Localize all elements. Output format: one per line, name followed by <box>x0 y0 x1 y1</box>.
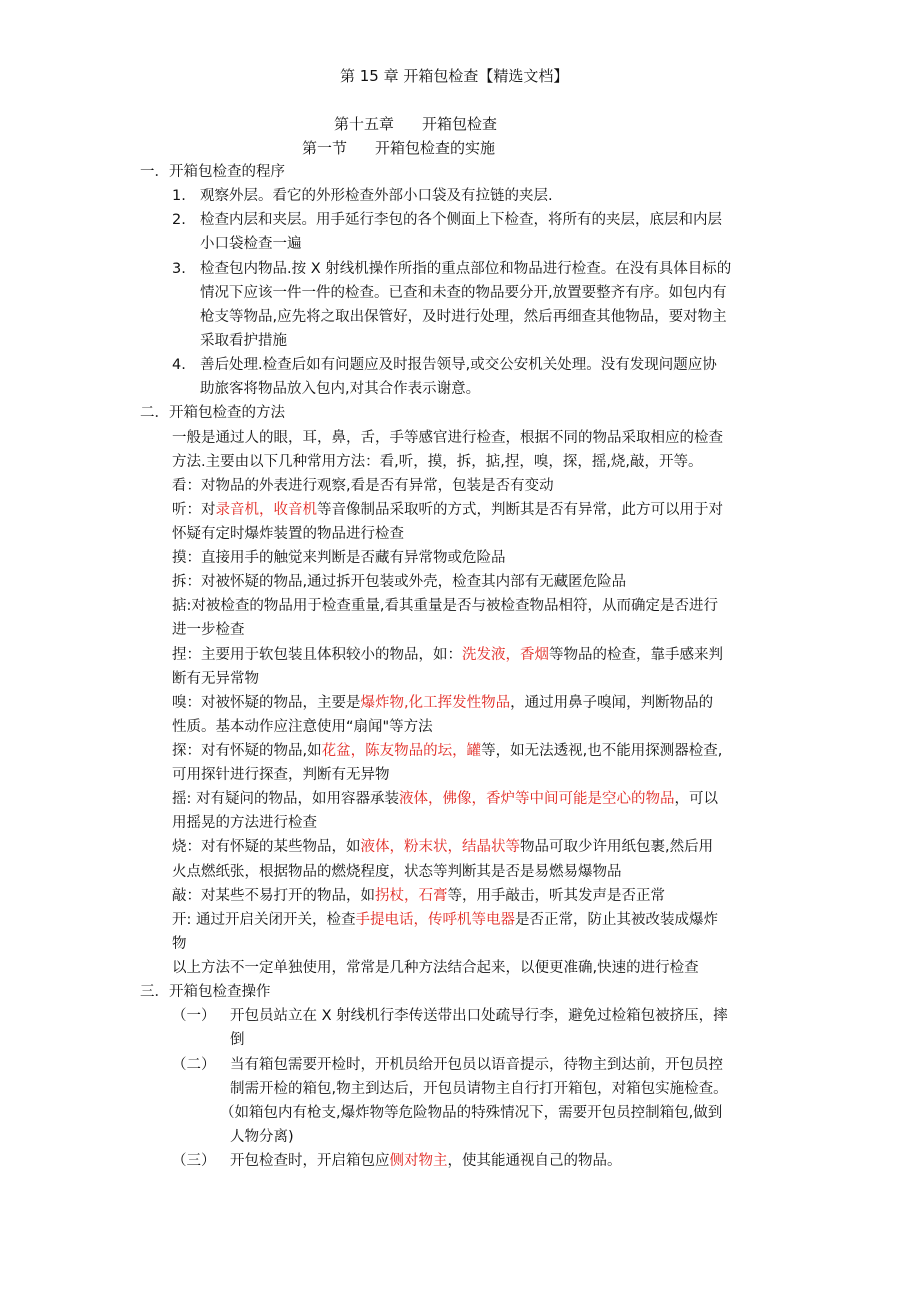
method-burn-cont: 火点燃纸张，根据物品的燃烧程度，状态等判断其是否是易燃易爆物品 <box>172 864 622 880</box>
item-number: 3. <box>172 261 186 277</box>
text-run: 捏：主要用于软包装且体积较小的物品，如： <box>172 647 462 663</box>
step-line: 开包员站立在 X 射线机行李传送带出口处疏导行李，避免过检箱包被挤压，摔 <box>230 1008 728 1024</box>
method-weigh-cont: 进一步检查 <box>172 622 245 638</box>
text-run: 开: 通过开启关闭开关，检查 <box>172 912 356 928</box>
method-probe-cont: 可用探针进行探查，判断有无异物 <box>172 767 390 783</box>
item-line: 情况下应该一件一件的检查。已查和未查的物品要分开,放置要整齐有序。如包内有 <box>200 285 727 301</box>
step-line: 人物分离) <box>230 1129 294 1145</box>
step-line: （如箱包内有枪支,爆炸物等危险物品的特殊情况下，需要开包员控制箱包,做到 <box>220 1105 723 1121</box>
highlight-text: 液体，粉末状，结晶状等 <box>360 839 520 855</box>
item-number: 2. <box>172 212 186 228</box>
text-run: ，通过用鼻子嗅闻，判断物品的 <box>510 695 714 711</box>
text-run: 听：对 <box>172 502 216 518</box>
method-pinch-cont: 断有无异常物 <box>172 671 259 687</box>
highlight-text: 液体，佛像，香炉等中间可能是空心的物品 <box>399 791 675 807</box>
item-line: 小口袋检查一遍 <box>200 236 302 252</box>
section-name: 开箱包检查的实施 <box>375 139 496 157</box>
chapter-number: 第十五章 <box>334 115 395 133</box>
text-run: 等物品的检查，靠手感来判 <box>549 647 723 663</box>
text-run: 嗅：对被怀疑的物品，主要是 <box>172 695 361 711</box>
method-smell-cont: 性质。基本动作应注意使用“扇闻"等方法 <box>172 719 433 735</box>
part3-heading: 三．开箱包检查操作 <box>140 984 271 1000</box>
highlight-text: 手提电话，传呼机等电器 <box>355 912 515 928</box>
text-run: 敲：对某些不易打开的物品，如 <box>172 888 375 904</box>
step-line: 制需开检的箱包,物主到达后，开包员请物主自行打开箱包，对箱包实施检查。 <box>230 1081 728 1097</box>
method-listen <box>172 498 723 522</box>
method-pinch <box>172 643 723 667</box>
doc-title: 第 15 章 开箱包检查【精选文档】 <box>340 67 569 85</box>
chapter-heading <box>334 112 497 136</box>
methods-summary: 以上方法不一定单独使用，常常是几种方法结合起来，以便更准确,快速的进行检查 <box>172 960 699 976</box>
text-run: 等，如无法透视,也不能用探测器检查, <box>481 743 723 759</box>
text-run: 烧：对有怀疑的某些物品，如 <box>172 839 361 855</box>
item-line: 助旅客将物品放入包内,对其合作表示谢意。 <box>200 381 481 397</box>
step-line: 当有箱包需要开检时，开机员给开包员以语音提示，待物主到达前，开包员控 <box>230 1057 723 1073</box>
step-number: （一） <box>172 1008 216 1024</box>
highlight-text: 花盆，陈友物品的坛，罐 <box>321 743 482 759</box>
method-weigh: 掂:对被检查的物品用于检查重量,看其重量是否与被检查物品相符，从而确定是否进行 <box>172 598 718 614</box>
text-run: 开包检查时，开启箱包应 <box>230 1153 390 1169</box>
step-line <box>230 1149 622 1173</box>
item-line: 枪支等物品,应先将之取出保管好，及时进行处理，然后再细查其他物品，要对物主 <box>200 309 727 325</box>
text-run: 物品可取少许用纸包裹,然后用 <box>520 839 714 855</box>
highlight-text: 拐杖，石膏 <box>375 888 448 904</box>
section-heading <box>302 136 495 160</box>
item-line: 检查内层和夹层。用手延行李包的各个侧面上下检查，将所有的夹层，底层和内层 <box>200 212 722 228</box>
step-number: （三） <box>172 1153 216 1169</box>
method-knock <box>172 884 665 908</box>
method-switch-cont: 物 <box>172 936 187 952</box>
item-number: 4. <box>172 357 186 373</box>
method-listen-cont: 怀疑有定时爆炸装置的物品进行检查 <box>172 526 404 542</box>
section-number: 第一节 <box>302 139 348 157</box>
method-look: 看：对物品的外表进行观察,看是否有异常，包装是否有变动 <box>172 478 554 494</box>
highlight-text: 录音机，收音机 <box>215 502 317 518</box>
text-run: 是否正常，防止其被改装成爆炸 <box>515 912 718 928</box>
part2-heading: 二．开箱包检查的方法 <box>140 405 285 421</box>
highlight-text: 爆炸物,化工挥发性物品 <box>360 695 511 711</box>
part1-heading: 一．开箱包检查的程序 <box>140 164 285 180</box>
chapter-name: 开箱包检查 <box>422 115 498 133</box>
highlight-text: 侧对物主 <box>389 1153 448 1169</box>
intro-line: 一般是通过人的眼，耳，鼻，舌，手等感官进行检查，根据不同的物品采取相应的检查 <box>172 430 723 446</box>
item-line: 采取看护措施 <box>200 333 287 349</box>
method-probe <box>172 739 722 763</box>
text-run: 等，用手敲击，听其发声是否正常 <box>447 888 665 904</box>
text-run: 摇: 对有疑问的物品，如用容器承装 <box>172 791 399 807</box>
item-line: 检查包内物品.按 X 射线机操作所指的重点部位和物品进行检查。在没有具体目标的 <box>200 261 732 277</box>
text-run: 等音像制品采取听的方式，判断其是否有异常，此方可以用于对 <box>317 502 723 518</box>
item-number: 1. <box>172 188 186 204</box>
intro-line: 方法.主要由以下几种常用方法：看,听，摸，拆，掂,捏，嗅，探，摇,烧,敲，开等。 <box>172 454 703 470</box>
method-open-up: 拆：对被怀疑的物品,通过拆开包装或外壳，检查其内部有无藏匿危险品 <box>172 574 627 590</box>
item-line: 善后处理.检查后如有问题应及时报告领导,或交公安机关处理。没有发现问题应协 <box>200 357 717 373</box>
text-run: ，可以 <box>674 791 718 807</box>
text-run: 探：对有怀疑的物品,如 <box>172 743 322 759</box>
method-burn <box>172 835 713 859</box>
method-smell <box>172 691 713 715</box>
method-switch <box>172 908 718 932</box>
step-line: 倒 <box>230 1032 245 1048</box>
text-run: ，使其能通视自己的物品。 <box>447 1153 622 1169</box>
highlight-text: 洗发液，香烟 <box>462 647 549 663</box>
method-shake-cont: 用摇晃的方法进行检查 <box>172 815 317 831</box>
method-shake <box>172 787 718 811</box>
item-line: 观察外层。看它的外形检查外部小口袋及有拉链的夹层. <box>200 188 553 204</box>
method-touch: 摸：直接用手的触觉来判断是否藏有异常物或危险品 <box>172 550 506 566</box>
step-number: （二） <box>172 1057 216 1073</box>
